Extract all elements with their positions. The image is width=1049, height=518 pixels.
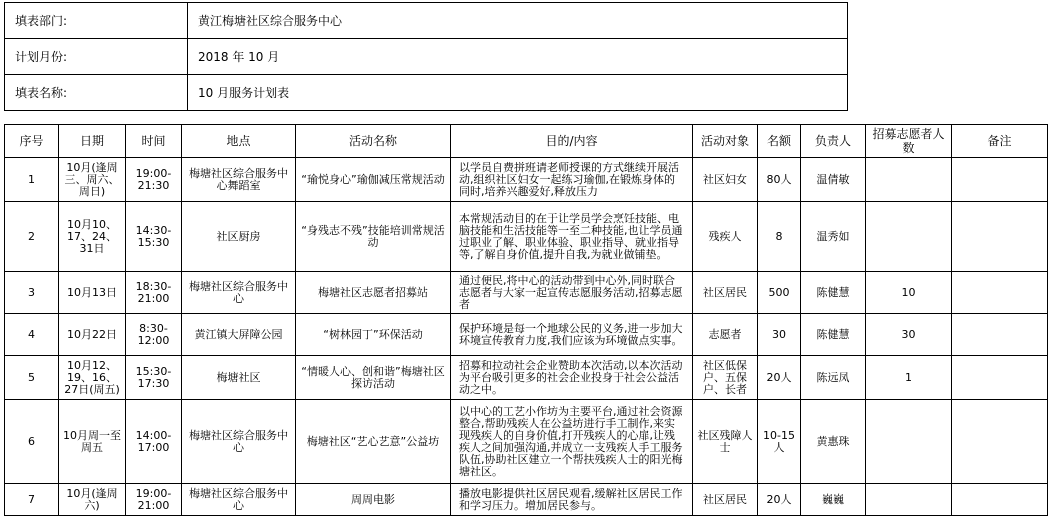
cell-target: 残疾人: [693, 202, 758, 272]
cell-purpose-text: 通过便民,将中心的活动带到中心外,同时联合志愿者与大家一起宣传志愿服务活动,招募志愿者: [459, 274, 683, 311]
cell-owner: 巍巍: [801, 484, 866, 516]
cell-owner: 陈健慧: [801, 272, 866, 314]
table-row: [5, 400, 1048, 484]
cell-date: 10月(逢周六): [59, 484, 126, 516]
cell-date: [59, 158, 126, 202]
header-seq: 序号: [5, 125, 59, 158]
cell-remark: [952, 314, 1048, 356]
form-name-value: 10 月服务计划表: [188, 75, 848, 111]
table-row: [5, 356, 1048, 400]
header-target: 活动对象: [693, 125, 758, 158]
cell-activity: “瑜悦身心”瑜伽减压常规活动: [296, 158, 451, 202]
header-volunteers: 招募志愿者人数: [866, 125, 952, 158]
cell-date: [59, 356, 126, 400]
cell-place: 黄江镇大屏障公园: [182, 314, 296, 356]
cell-seq: 1: [5, 158, 59, 202]
info-table: [4, 2, 848, 111]
cell-date: 10月10、17、24、31日: [59, 202, 126, 272]
service-plan-table: [4, 124, 1048, 516]
header-place: 地点: [182, 125, 296, 158]
cell-volunteers: [866, 400, 952, 484]
cell-target-text: 社区低保户、五保户、长者: [703, 359, 747, 396]
cell-target: 社区居民: [693, 484, 758, 516]
cell-owner: 黄惠珠: [801, 400, 866, 484]
cell-remark: [952, 484, 1048, 516]
cell-seq: 3: [5, 272, 59, 314]
cell-remark: [952, 356, 1048, 400]
table-row: [5, 484, 1048, 516]
header-purpose: 目的/内容: [451, 125, 693, 158]
cell-owner: 陈远凤: [801, 356, 866, 400]
cell-place: 梅塘社区综合服务中心: [182, 400, 296, 484]
cell-purpose: [451, 484, 693, 516]
cell-time: 14:30-15:30: [126, 202, 182, 272]
table-row: [5, 158, 1048, 202]
cell-place: 社区厨房: [182, 202, 296, 272]
cell-owner: 陈健慧: [801, 314, 866, 356]
cell-activity: 周周电影: [296, 484, 451, 516]
form-name-label: 填表名称:: [5, 75, 188, 111]
cell-purpose: [451, 400, 693, 484]
cell-owner: 温秀如: [801, 202, 866, 272]
cell-activity: “身残志不残”技能培训常规活动: [296, 202, 451, 272]
department-label: 填表部门:: [5, 3, 188, 39]
cell-purpose: [451, 356, 693, 400]
cell-purpose-text: 本常规活动目的在于让学员学会烹饪技能、电脑技能和生活技能等一至二种技能,也让学员通过职业了解、职业体验、职业指导、就业指导等,了解自身价值,提升自我,为就业做铺垫。: [459, 212, 683, 261]
cell-place: 梅塘社区综合服务中心舞蹈室: [182, 158, 296, 202]
cell-place: 梅塘社区综合服务中心: [182, 484, 296, 516]
cell-activity: “树林园丁”环保活动: [296, 314, 451, 356]
table-row: [5, 314, 1048, 356]
cell-time: 8:30-12:00: [126, 314, 182, 356]
department-value: 黄江梅塘社区综合服务中心: [188, 3, 848, 39]
header-time: 时间: [126, 125, 182, 158]
cell-quota: 80人: [758, 158, 801, 202]
cell-quota: 30: [758, 314, 801, 356]
cell-date-text: 10月(逢周三、周六、周日): [64, 161, 120, 198]
cell-quota: 10-15人: [758, 400, 801, 484]
cell-purpose: [451, 314, 693, 356]
cell-volunteers: 30: [866, 314, 952, 356]
cell-purpose-text: 招募和拉动社会企业赞助本次活动,以本次活动为平台吸引更多的社会企业投身于社会公益活动之中。: [459, 359, 683, 396]
cell-seq: 6: [5, 400, 59, 484]
cell-date-text: 10月12、19、16、27日(周五): [64, 359, 120, 396]
cell-purpose-text: 以学员自费拼班请老师授课的方式继续开展活动,组织社区妇女一起练习瑜伽,在锻炼身体的同时,培养兴趣爱好,释放压力: [459, 161, 679, 198]
header-activity: 活动名称: [296, 125, 451, 158]
cell-volunteers: 10: [866, 272, 952, 314]
cell-place: 梅塘社区综合服务中心: [182, 272, 296, 314]
cell-place: 梅塘社区: [182, 356, 296, 400]
cell-time: 14:00-17:00: [126, 400, 182, 484]
cell-target: [693, 356, 758, 400]
cell-quota: 500: [758, 272, 801, 314]
cell-seq: 5: [5, 356, 59, 400]
cell-time: 18:30-21:00: [126, 272, 182, 314]
cell-purpose-text: 以中心的工艺小作坊为主要平台,通过社会资源整合,帮助残疾人在公益坊进行手工制作,来实现残疾人的自身价值,打开残疾人的心扉,让残疾人之间加强沟通,并成立一支残疾人手工服务队伍,协助社区建立一个帮扶残疾人士的阳光梅塘社区。: [459, 405, 683, 478]
cell-activity: 梅塘社区“艺心艺意”公益坊: [296, 400, 451, 484]
cell-purpose: [451, 202, 693, 272]
cell-quota: 8: [758, 202, 801, 272]
cell-target: 志愿者: [693, 314, 758, 356]
cell-activity: 梅塘社区志愿者招募站: [296, 272, 451, 314]
table-row: [5, 272, 1048, 314]
header-date: 日期: [59, 125, 126, 158]
cell-time: 19:00-21:30: [126, 158, 182, 202]
cell-target: 社区残障人士: [693, 400, 758, 484]
cell-date: 10月22日: [59, 314, 126, 356]
cell-purpose-text: 保护环境是每一个地球公民的义务,进一步加大环境宣传教育力度,我们应该为环境做点实事。: [459, 322, 683, 347]
table-row: [5, 202, 1048, 272]
header-owner: 负责人: [801, 125, 866, 158]
cell-time: 15:30-17:30: [126, 356, 182, 400]
cell-seq: 2: [5, 202, 59, 272]
cell-time: 19:00-21:00: [126, 484, 182, 516]
cell-remark: [952, 158, 1048, 202]
cell-remark: [952, 202, 1048, 272]
cell-volunteers: 1: [866, 356, 952, 400]
cell-owner: 温倩敏: [801, 158, 866, 202]
cell-date: 10月周一至周五: [59, 400, 126, 484]
cell-quota: 20人: [758, 484, 801, 516]
month-value: 2018 年 10 月: [188, 39, 848, 75]
cell-seq: 4: [5, 314, 59, 356]
table-header-row: [5, 125, 1048, 158]
cell-remark: [952, 272, 1048, 314]
cell-purpose: [451, 158, 693, 202]
cell-seq: 7: [5, 484, 59, 516]
cell-volunteers: [866, 202, 952, 272]
cell-purpose: [451, 272, 693, 314]
info-row-form-name: [5, 75, 848, 111]
cell-remark: [952, 400, 1048, 484]
cell-quota: 20人: [758, 356, 801, 400]
cell-activity: “情暖人心、创和谐”梅塘社区探访活动: [296, 356, 451, 400]
header-quota: 名额: [758, 125, 801, 158]
cell-volunteers: [866, 484, 952, 516]
info-row-month: [5, 39, 848, 75]
month-label: 计划月份:: [5, 39, 188, 75]
info-row-department: [5, 3, 848, 39]
cell-volunteers: [866, 158, 952, 202]
cell-target: 社区居民: [693, 272, 758, 314]
header-remark: 备注: [952, 125, 1048, 158]
cell-purpose-text: 播放电影提供社区居民观看,缓解社区居民工作和学习压力。增加居民参与。: [459, 487, 683, 512]
cell-target: 社区妇女: [693, 158, 758, 202]
cell-date: 10月13日: [59, 272, 126, 314]
